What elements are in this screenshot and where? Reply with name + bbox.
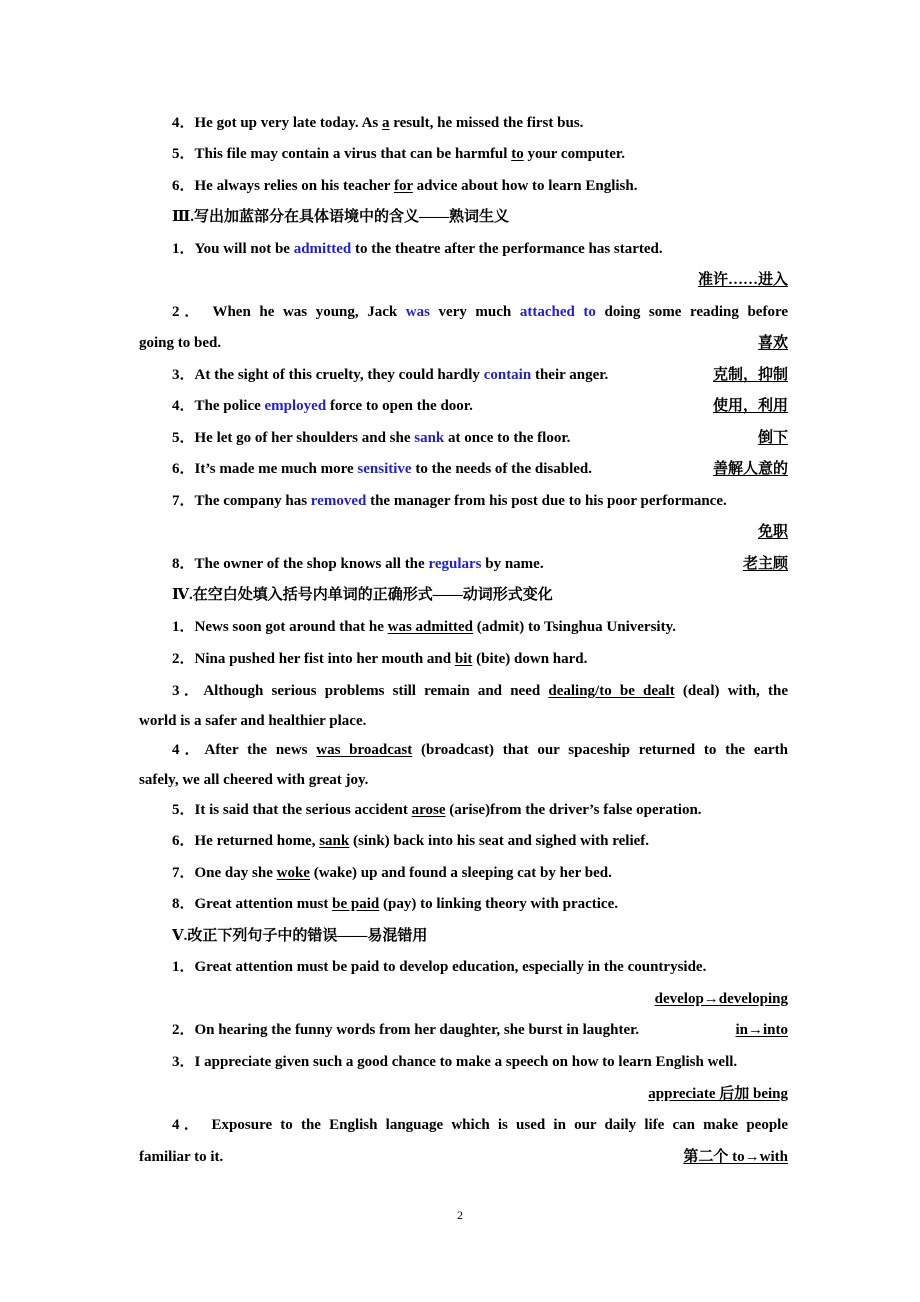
keyword: attached to	[519, 304, 596, 320]
meaning-answer-5: 倒下	[757, 430, 788, 446]
meaning-answer-3: 克制，抑制	[712, 367, 788, 383]
section-heading-3: Ⅲ.写出加蓝部分在具体语境中的含义——熟词生义	[172, 209, 510, 225]
keyword: admitted	[293, 241, 352, 257]
answer: a	[382, 115, 390, 131]
answer: for	[393, 178, 413, 194]
error-item-3: 3．I appreciate given such a good chance to make a speech on how to learn English well.	[172, 1054, 738, 1070]
meaning-answer-4: 使用，利用	[712, 398, 788, 414]
meaning-item-7: 7．The company has removed the manager from his post due to his poor performance.	[172, 493, 727, 509]
verb-item-7: 7．One day she woke (wake) up and found a sleeping cat by her bed.	[172, 865, 612, 881]
verb-item-1: 1．News soon got around that he was admitted (admit) to Tsinghua University.	[172, 619, 676, 635]
answer: was admitted	[387, 619, 474, 635]
meaning-answer-6: 善解人意的	[712, 461, 788, 477]
verb-item-2: 2．Nina pushed her fist into her mouth and bit (bite) down hard.	[172, 651, 588, 667]
meaning-answer-2: 喜欢	[757, 335, 788, 351]
verb-item-4: 4．After the news was broadcast (broadcast) that our spaceship returned to the earth	[172, 742, 788, 758]
fill-item-6: 6．He always relies on his teacher for advice about how to learn English.	[172, 178, 638, 194]
meaning-item-5: 5．He let go of her shoulders and she sank at once to the floor. 倒下	[172, 430, 788, 446]
answer: woke	[276, 865, 310, 881]
error-fix-2: in→into	[735, 1022, 788, 1038]
meaning-answer-8: 老主顾	[742, 556, 788, 572]
meaning-item-4: 4．The police employed force to open the door. 使用，利用	[172, 398, 788, 414]
answer: bit	[454, 651, 473, 667]
verb-item-4-cont: safely, we all cheered with great joy.	[139, 772, 369, 788]
error-item-4-cont: familiar to it. 第二个 to→with	[139, 1149, 788, 1165]
meaning-item-1: 1．You will not be admitted to the theatre after the performance has started.	[172, 241, 663, 257]
meaning-item-6: 6．It’s made me much more sensitive to the needs of the disabled. 善解人意的	[172, 461, 788, 477]
answer: sank	[319, 833, 350, 849]
section-heading-4: Ⅳ.在空白处填入括号内单词的正确形式——动词形式变化	[172, 587, 553, 603]
keyword: was	[405, 304, 430, 320]
meaning-item-3: 3．At the sight of this cruelty, they could hardly contain their anger. 克制，抑制	[172, 367, 788, 383]
keyword: contain	[483, 367, 532, 383]
meaning-item-2: 2． When he was young, Jack was very much attached to doing some reading before	[172, 304, 788, 320]
section-heading-5: Ⅴ.改正下列句子中的错误——易混错用	[172, 928, 428, 944]
answer: be paid	[332, 896, 380, 912]
answer: to	[511, 146, 524, 162]
error-fix-3: appreciate 后加 being	[648, 1086, 788, 1102]
verb-item-5: 5．It is said that the serious accident arose (arise)from the driver’s false operation.	[172, 802, 702, 818]
meaning-item-2-cont: going to bed. 喜欢	[139, 335, 788, 351]
verb-item-6: 6．He returned home, sank (sink) back into his seat and sighed with relief.	[172, 833, 650, 849]
keyword: sensitive	[357, 461, 412, 477]
answer: dealing/to be dealt	[548, 683, 675, 699]
error-fix-4: 第二个 to→with	[683, 1149, 788, 1165]
keyword: regulars	[428, 556, 482, 572]
answer: was broadcast	[316, 742, 413, 758]
error-item-2: 2．On hearing the funny words from her daughter, she burst in laughter. in→into	[172, 1022, 788, 1038]
verb-item-3-cont: world is a safer and healthier place.	[139, 713, 367, 729]
verb-item-3: 3．Although serious problems still remain and need dealing/to be dealt (deal) with, the	[172, 683, 788, 699]
error-item-1: 1．Great attention must be paid to develop education, especially in the countryside.	[172, 959, 707, 975]
error-fix-1: develop→developing	[654, 991, 788, 1007]
error-item-4: 4． Exposure to the English language which is used in our daily life can make people	[172, 1117, 789, 1133]
meaning-answer-1: 准许……进入	[697, 272, 788, 288]
answer: arose	[411, 802, 446, 818]
page-number: 2	[457, 1208, 463, 1222]
keyword: sank	[414, 430, 445, 446]
keyword: removed	[310, 493, 367, 509]
fill-item-4: 4．He got up very late today. As a result, he missed the first bus.	[172, 115, 584, 131]
meaning-item-8: 8．The owner of the shop knows all the regulars by name. 老主顾	[172, 556, 788, 572]
fill-item-5: 5．This file may contain a virus that can be harmful to your computer.	[172, 146, 625, 162]
meaning-answer-7: 免职	[757, 524, 788, 540]
keyword: employed	[264, 398, 327, 414]
verb-item-8: 8．Great attention must be paid (pay) to linking theory with practice.	[172, 896, 618, 912]
